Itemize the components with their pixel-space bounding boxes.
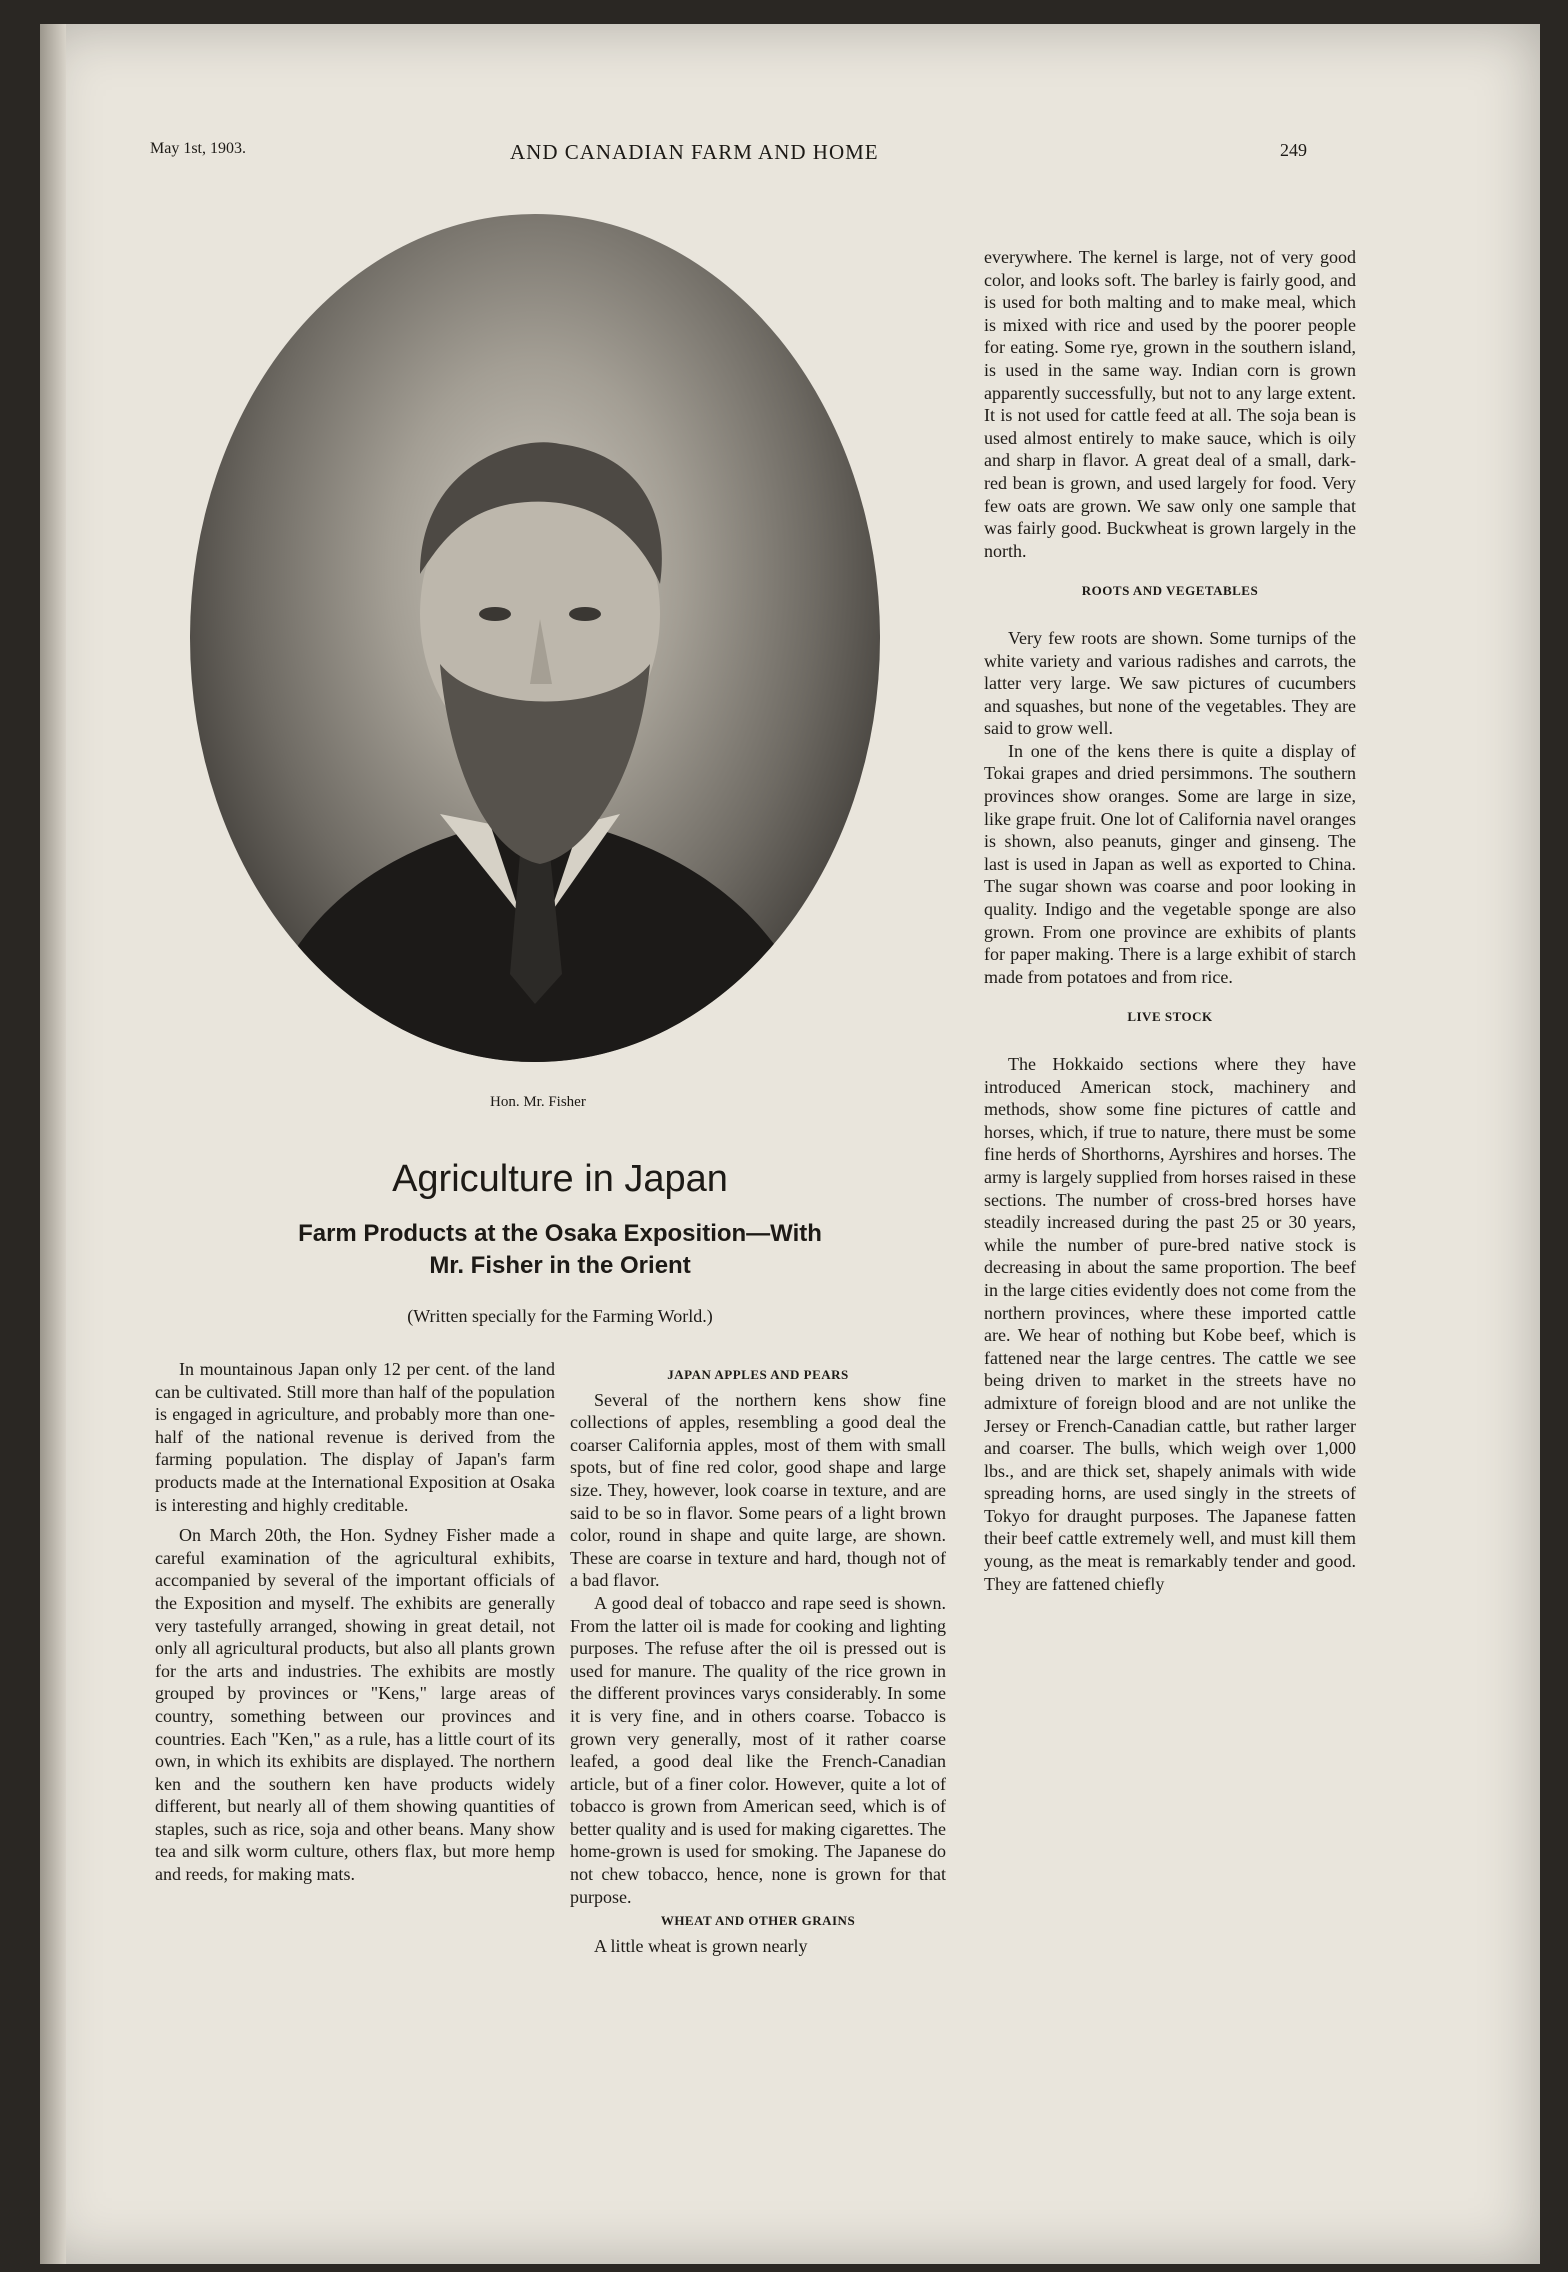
section-heading: LIVE STOCK [1127, 1009, 1213, 1025]
portrait-photo [190, 214, 880, 1062]
column-1 [155, 1358, 555, 1886]
paragraph: In one of the kens there is quite a display of Tokai grapes and dried persimmons. The southern provinces show oranges. Some are large in size, like grape fruit. One lot of California navel oranges is shown, also peanuts, ginger and ginseng. The last is used in Japan as well as exported to China. The sugar shown was coarse and poor looking in quality. Indigo and the vegetable sponge are also grown. From one province are exhibits of plants for paper making. There is a large exhibit of starch made from potatoes and from rice. [984, 740, 1356, 987]
portrait-caption: Hon. Mr. Fisher [490, 1094, 586, 1110]
article-title: Agriculture in Japan [392, 1158, 728, 1200]
section-heading: JAPAN APPLES AND PEARS [667, 1367, 849, 1382]
paragraph: The Hokkaido sections where they have introduced American stock, machinery and methods, show some fine pictures of cattle and horses, which, if true to nature, there must be some fine herds of Shorthorns, Ayrshires and horses. The army is largely supplied from horses raised in these sections. The number of cross-bred horses have steadily increased during the past 25 or 30 years, while the number of pure-bred native stock is decreasing in about the same proportion. The beef in the large cities evidently does not come from the northern provinces, where these imported cattle are. We hear of nothing but Kobe beef, which is fattened near the large centres. The cattle we see being driven to market in the streets have no admixture of foreign blood and are not unlike the Jersey or French-Canadian cattle, but rather larger and coarser. The bulls, which weigh over 1,000 lbs., and are thick set, shapely animals with wide spreading horns, are used singly in the streets of Tokyo for draught purposes. The Japanese fatten their beef cattle extremely well, and must kill them young, as the meat is remarkably tender and good. They are fattened chiefly [984, 1054, 1356, 1594]
paragraph: everywhere. The kernel is large, not of very good color, and looks soft. The barley is fairly good, and is used for both malting and to make meal, which is mixed with rice and used by the poorer people for eating. Some rye, grown in the southern island, is used in the same way. Indian corn is grown apparently successfully, but not to any large extent. It is not used for cattle feed at all. The soja bean is used almost entirely to make sauce, which is oily and sharp in flavor. A great deal of a small, dark-red bean is grown, and used largely for food. Very few oats are grown. We saw only one sample that was fairly good. Buckwheat is grown largely in the north. [984, 247, 1356, 561]
page-number: 249 [1280, 140, 1307, 160]
byline: (Written specially for the Farming World.) [407, 1306, 713, 1326]
column-2 [570, 1364, 946, 1957]
issue-date: May 1st, 1903. [150, 140, 246, 157]
column-3 [984, 246, 1356, 1595]
article-subtitle [200, 1218, 920, 1282]
section-heading: ROOTS AND VEGETABLES [1081, 583, 1259, 599]
page-fold-shadow [40, 24, 66, 2264]
paragraph: Several of the northern kens show fine collections of apples, resembling a good deal the coarser California apples, most of them with small spots, but of fine red color, good shape and large size. They, however, look coarse in texture, and are said to be so in flavor. Some pears of a light brown color, round in shape and quite large, are shown. These are coarse in texture and hard, though not of a bad flavor. [570, 1389, 946, 1591]
running-header: AND CANADIAN FARM AND HOME [510, 140, 879, 164]
paragraph: A good deal of tobacco and rape seed is shown. From the latter oil is made for cooking and lighting purposes. The refuse after the oil is pressed out is used for manure. The quality of the rice grown in the different provinces varys considerably. In some it is very fine, and in others coarse. Tobacco is grown very generally, most of it rather coarse leafed, a good deal like the French-Canadian article, but of a finer color. However, quite a lot of tobacco is grown from American seed, which is of better quality and is used for making cigarettes. The home-grown is used for smoking. The Japanese do not chew tobacco, hence, none is grown for that purpose. [570, 1592, 946, 1907]
paragraph: On March 20th, the Hon. Sydney Fisher made a careful examination of the agricultural exhibits, accompanied by several of the important officials of the Exposition and myself. The exhibits are generally very tastefully arranged, showing in great detail, not only all agricultural products, but also all plants grown for the arts and industries. The exhibits are mostly grouped by provinces or "Kens," large areas of country, something between our provinces and countries. Each "Ken," as a rule, has a little court of its own, in which its exhibits are displayed. The northern ken and the southern ken have products widely different, but nearly all of them showing quantities of staples, such as rice, soja and other beans. Many show tea and silk worm culture, others flax, but more hemp and reeds, for making mats. [155, 1525, 555, 1885]
subtitle-line: Mr. Fisher in the Orient [429, 1252, 691, 1279]
portrait-figure-icon [190, 214, 880, 1062]
paragraph: A little wheat is grown nearly [594, 1935, 808, 1956]
paragraph: In mountainous Japan only 12 per cent. of the land can be cultivated. Still more than half of the population is engaged in agriculture, and probably more than one-half of the national revenue is derived from the farming population. The display of Japan's farm products made at the International Exposition at Osaka is interesting and highly creditable. [155, 1359, 555, 1515]
paragraph: Very few roots are shown. Some turnips of the white variety and various radishes and carrots, the latter very large. We saw pictures of cucumbers and squashes, but none of the vegetables. They are said to grow well. [984, 627, 1356, 739]
subtitle-line: Farm Products at the Osaka Exposition—With [298, 1220, 822, 1247]
section-heading: WHEAT AND OTHER GRAINS [660, 1913, 856, 1929]
